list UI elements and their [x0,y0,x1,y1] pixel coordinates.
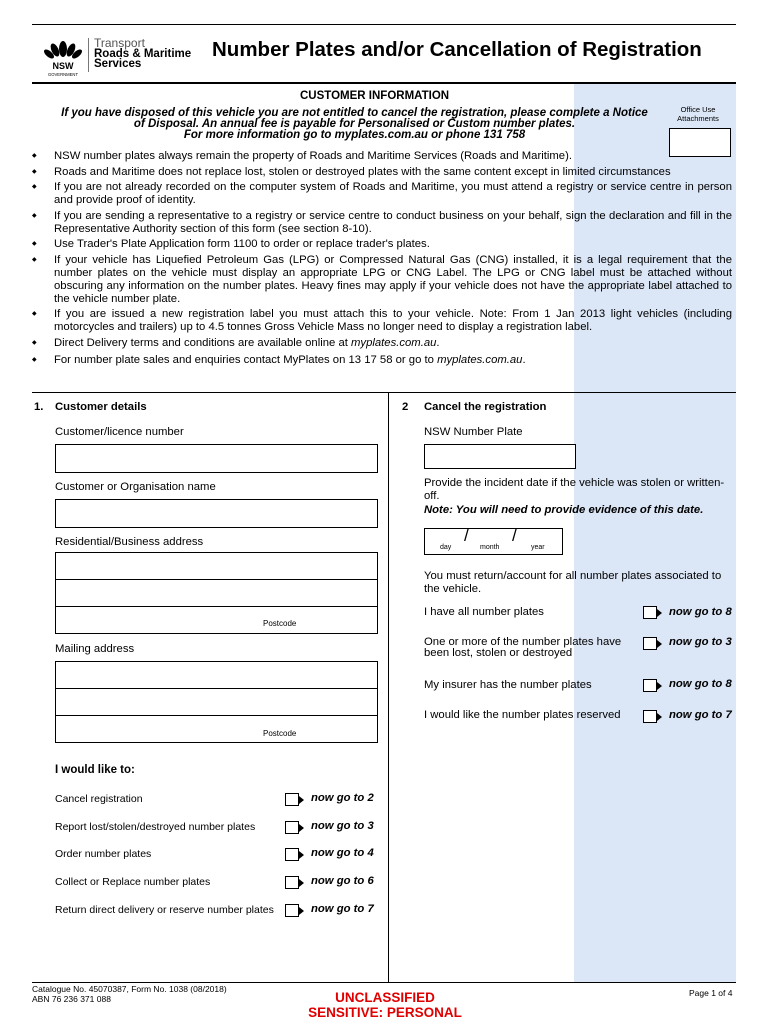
evidence-note: Note: You will need to provide evidence of this date. [424,504,704,516]
date-year-label: year [531,544,545,551]
insurer-has-plates-checkbox[interactable] [643,679,657,692]
logo-line-1: Transport [94,36,145,50]
list-item: ◆ Use Trader's Plate Application form 1100 to order or replace trader's plates. [32,238,732,251]
list-item: ◆ If you are issued a new registration label you must attach this to your vehicle. Note: From 1 Jan 2013 light vehicles (including motorcycles and trailers) up to 4.5 tonnes Gross Vehicle Mass no longer need to display a registration label. [32,308,732,334]
mailing-line-1-input[interactable] [55,661,378,689]
goto-label: now go to 6 [311,875,374,887]
footer-rule [32,982,736,983]
address-line-2-input[interactable] [55,579,378,607]
notice-line-1: If you have disposed of this vehicle you are not entitled to cancel the registration, please complete a Notice [61,107,648,119]
licence-label: Customer/licence number [55,426,184,438]
address-label: Residential/Business address [55,536,204,548]
option-label: My insurer has the number plates [424,679,592,691]
section-1-number: 1. [34,401,44,413]
collect-replace-plates-checkbox[interactable] [285,876,299,889]
svg-text:NSW: NSW [52,61,74,71]
arrow-icon [299,907,304,915]
goto-label: now go to 3 [311,820,374,832]
logo-wordmark [94,38,191,70]
nsw-number-plate-input[interactable] [424,444,576,469]
licence-number-input[interactable] [55,444,378,473]
arrow-icon [657,713,662,721]
return-line-2: the vehicle. [424,583,482,595]
order-plates-checkbox[interactable] [285,848,299,861]
mailing-label: Mailing address [55,643,135,655]
list-item: ◆ If you are sending a representative to a registry or service centre to conduct business on your behalf, sign the declaration and fill in the Representative Authority section of this form (see section 8-10). [32,210,732,236]
option-label: I would like the number plates reserved [424,709,621,721]
section-2-number: 2 [402,401,409,413]
arrow-icon [299,824,304,832]
mailing-line-2-input[interactable] [55,688,378,716]
attachments-text: Attachments [677,114,719,123]
date-separator: / [464,526,469,545]
logo-divider [88,38,89,72]
classification-line-1: UNCLASSIFIED [335,990,435,1005]
option-label: Report lost/stolen/destroyed number plates [55,821,256,833]
section-2-heading: Cancel the registration [424,401,547,413]
goto-label: now go to 7 [311,903,374,915]
section-1-heading: Customer details [55,401,147,413]
myplates-link[interactable]: myplates.com.au [351,336,437,349]
have-all-plates-checkbox[interactable] [643,606,657,619]
list-item: ◆ Roads and Maritime does not replace lost, stolen or destroyed plates with the same content except in limited circumstances [32,166,732,179]
option-label: Collect or Replace number plates [55,876,211,888]
option-label: I have all number plates [424,606,544,618]
goto-label: now go to 3 [669,636,732,648]
reserve-plates-checkbox[interactable] [643,710,657,723]
return-delivery-checkbox[interactable] [285,904,299,917]
mailing-postcode-label: Postcode [263,729,297,738]
address-postcode-label: Postcode [263,619,297,628]
list-item: ◆ If you are not already recorded on the computer system of Roads and Maritime, you must attend a registry or service centre in person and provide proof of identity. [32,181,732,207]
option-label: Return direct delivery or reserve number plates [55,904,274,916]
report-lost-plates-checkbox[interactable] [285,821,299,834]
security-classification [290,990,480,1020]
header-rule [32,82,736,84]
catalogue-info [32,984,227,1004]
catalogue-number: Catalogue No. 45070387, Form No. 1038 (08/2018) [32,984,227,994]
logo-line-2: Roads & Maritime [94,47,192,60]
customer-name-input[interactable] [55,499,378,528]
date-separator: / [512,526,517,545]
goto-label: now go to 8 [669,678,732,690]
option-label: Order number plates [55,848,152,860]
list-item: ◆ NSW number plates always remain the property of Roads and Maritime Services (Roads and Maritime). [32,150,732,163]
delivery-suffix: . [436,336,440,349]
option-label: One or more of the number plates have [424,636,622,648]
list-item [32,337,732,350]
option-label-line-2: been lost, stolen or destroyed [424,647,573,659]
arrow-icon [299,879,304,887]
list-item [32,354,732,367]
sales-suffix: . [522,353,526,366]
arrow-icon [299,851,304,859]
notice-line-3: For more information go to myplates.com.au or phone 131 758 [183,129,526,141]
myplates-link[interactable]: myplates.com.au [437,353,523,366]
notice-line-2: of Disposal. An annual fee is payable for Personalised or Custom number plates. [133,118,576,130]
svg-text:GOVERNMENT: GOVERNMENT [47,72,79,77]
top-rule [32,24,736,25]
mailing-line-3-input[interactable] [55,715,378,743]
office-use-text: Office Use [680,105,716,114]
goto-label: now go to 8 [669,606,732,618]
abn-number: ABN 76 236 371 088 [32,994,111,1004]
incident-line-2: off. [424,490,440,502]
page-number: Page 1 of 4 [689,988,733,998]
incident-line-1: Provide the incident date if the vehicle was stolen or written- [424,477,725,489]
would-like-heading: I would like to: [55,764,135,776]
plates-lost-checkbox[interactable] [643,637,657,650]
arrow-icon [657,640,662,648]
office-use-label [670,105,726,123]
option-label: Cancel registration [55,793,143,805]
arrow-icon [657,682,662,690]
sales-text: For number plate sales and enquiries contact MyPlates on 13 17 58 or go to [54,353,438,366]
plate-label: NSW Number Plate [424,426,523,438]
return-line-1: You must return/account for all number plates associated to [424,570,722,582]
classification-line-2: SENSITIVE: PERSONAL [308,1005,462,1020]
goto-label: now go to 7 [669,709,732,721]
customer-info-heading: CUSTOMER INFORMATION [300,90,450,102]
address-line-1-input[interactable] [55,552,378,580]
cancel-registration-checkbox[interactable] [285,793,299,806]
delivery-text: Direct Delivery terms and conditions are available online at [54,336,352,349]
column-divider [388,392,389,982]
name-label: Customer or Organisation name [55,481,216,493]
disposal-notice [52,108,657,141]
list-item: ◆ If your vehicle has Liquefied Petroleum Gas (LPG) or Compressed Natural Gas (CNG) installed, it is a legal requirement that the number plates on the vehicle must display an appropriate LPG or CNG Label. The LPG or CNG label must be attached without obscuring any information on the number plates. Heavy fines may apply if your vehicle does not have the appropriate label attached to the vehicle number plate. [32,254,732,306]
date-day-label: day [440,544,452,551]
section-rule [32,392,736,393]
goto-label: now go to 2 [311,792,374,804]
date-month-label: month [480,544,500,551]
goto-label: now go to 4 [311,847,374,859]
arrow-icon [299,796,304,804]
info-bullet-list [32,150,732,369]
logo-line-3: Services [94,58,142,70]
arrow-icon [657,609,662,617]
page-title: Number Plates and/or Cancellation of Registration [212,38,702,61]
address-line-3-input[interactable] [55,606,378,634]
